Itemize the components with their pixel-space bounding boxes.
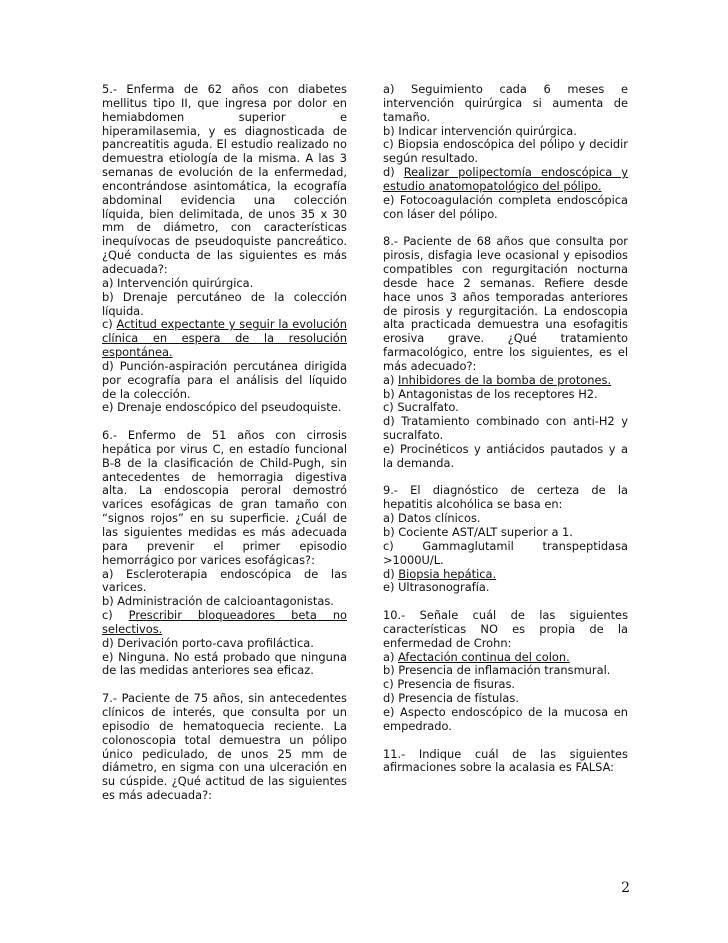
question-7-stem	[102, 692, 347, 803]
question-6-option-a: a) Escleroterapia endoscópica de las varices.	[102, 566, 347, 595]
question-9-option-c: c) Gammaglutamil transpeptidasa >1000U/L.	[383, 538, 628, 567]
question-7-option-a: a) Seguimiento cada 6 meses e intervención quirúrgica si aumenta de tamaño.	[383, 82, 628, 124]
question-5-option-c-prefix: c)	[102, 317, 117, 332]
question-10-option-c: c) Presencia de fisuras.	[383, 677, 516, 692]
question-9-option-b: b) Cociente AST/ALT superior a 1.	[383, 525, 573, 539]
question-9-stem: 9.- El diagnóstico de certeza de la hepatitis alcohólica se basa en:	[383, 483, 628, 512]
left-column	[102, 83, 347, 817]
question-8-correct-answer: Inhibidores de la bomba de protones.	[398, 372, 612, 387]
question-6-option-b: b) Administración de calcioantagonistas.	[102, 594, 334, 609]
question-7-option-b: b) Indicar intervención quirúrgica.	[383, 123, 577, 138]
question-7-option-c: c) Biopsia endoscópica del pólipo y decidir según resultado.	[383, 137, 628, 166]
question-9	[383, 484, 628, 595]
question-8	[383, 235, 628, 470]
question-9-option-a: a) Datos clínicos.	[383, 511, 481, 526]
question-7-option-e: e) Fotocoagulación completa endoscópica con láser del pólipo.	[383, 192, 628, 221]
question-7-option-d-prefix: d)	[383, 165, 404, 180]
question-10-option-a-prefix: a)	[383, 649, 399, 664]
question-10-stem: 10.- Señale cuál de las siguientes características NO es propia de la enfermedad de Crohn:	[383, 608, 628, 650]
question-7-correct-answer: Realizar polipectomía endoscópica y estudio anatomopatológico del pólipo.	[383, 165, 628, 193]
question-8-stem: 8.- Paciente de 68 años que consulta por pirosis, disfagia leve ocasional y episodios compatibles con regurgitación nocturna desde hace 2 semanas. Refiere desde hace unos 3 años temporadas anteriores de pirosis y regurgitación. La endoscopia alta practicada demuestra una esofagitis erosiva grave. ¿Qué tratamiento farmacológico, entre los siguientes, es el más adecuado?:	[383, 234, 628, 373]
question-6-option-d: d) Derivación porto-cava profiláctica.	[102, 635, 314, 650]
question-10-option-a	[383, 651, 628, 665]
question-8-option-d: d) Tratamiento combinado con anti-H2 y sucralfato.	[383, 414, 628, 443]
question-7-options	[383, 83, 628, 221]
question-11-stem: 11.- Indique cuál de las siguientes afirmaciones sobre la acalasia es FALSA:	[383, 746, 628, 775]
question-6-stem: 6.- Enfermo de 51 años con cirrosis hepática por virus C, en estadío funcional B-8 de la clasificación de Child-Pugh, sin antecedentes de hemorragia digestiva alta. La endoscopia peroral demostró varices esofágicas de gran tamaño con “signos rojos” en su superficie. ¿Cuál de las siguientes medidas es más adecuada para prevenir el primer episodio hemorrágico por varices esofágicas?:	[102, 428, 347, 567]
question-8-option-a	[383, 374, 628, 388]
question-8-option-a-prefix: a)	[383, 372, 399, 387]
right-column	[383, 83, 628, 789]
question-5	[102, 83, 347, 415]
question-9-correct-answer: Biopsia hepática.	[398, 566, 497, 581]
question-6-option-c	[102, 609, 347, 637]
question-7-option-d	[383, 166, 628, 194]
question-6-option-c-prefix: c)	[102, 608, 129, 623]
page-number: 2	[621, 880, 630, 896]
question-9-option-e: e) Ultrasonografía.	[383, 580, 490, 595]
question-7-start	[102, 692, 347, 803]
question-5-correct-answer: Actitud expectante y seguir la evolución clínica en espera de la resolución espontánea.	[102, 317, 347, 360]
question-6	[102, 429, 347, 678]
question-5-option-b: b) Drenaje percutáneo de la colección líquida.	[102, 289, 347, 318]
question-5-stem: 5.- Enferma de 62 años con diabetes mellitus tipo II, que ingresa por dolor en hemiabdomen superior e hiperamilasemia, y es diagnosticada de pancreatitis aguda. El estudio realizado no demuestra etiología de la misma. A las 3 semanas de evolución de la enfermedad, encontrándose asintomática, la ecografía abdominal evidencia una colección líquida, bien delimitada, de unos 35 x 30 mm de diámetro, con características inequívocas de pseudoquiste pancreático. ¿Qué conducta de las siguientes es más adecuada?:	[102, 82, 347, 276]
question-9-option-d-prefix: d)	[383, 566, 399, 581]
question-10	[383, 609, 628, 734]
question-10-option-b: b) Presencia de inflamación transmural.	[383, 663, 611, 678]
question-5-option-a: a) Intervención quirúrgica.	[102, 275, 254, 290]
question-5-option-e: e) Drenaje endoscópico del pseudoquiste.	[102, 400, 342, 415]
question-8-option-c: c) Sucralfato.	[383, 400, 459, 415]
question-5-option-d: d) Punción-aspiración percutánea dirigida por ecografía para el análisis del líquido de la colección.	[102, 358, 347, 401]
question-6-correct-answer: Prescribir bloqueadores beta no selectivos.	[102, 608, 348, 636]
question-8-option-e: e) Procinéticos y antiácidos pautados y a la demanda.	[383, 441, 628, 470]
question-5-option-c	[102, 318, 347, 360]
question-7-stem-part-1: 7.- Paciente de 75 años, sin antecedentes clínicos de interés, que consulta por un episodio de hematoquecia reciente. La colonoscopia total demuestra un pólipo único pediculado, de unos 25 mm de diámetro, en sigma con una ulceración en su cúspide. ¿Qué actitud de las siguientes es más adecuada?:	[102, 691, 347, 803]
question-9-option-d	[383, 568, 628, 582]
question-6-option-e: e) Ninguna. No está probado que ninguna de las medidas anteriores sea eficaz.	[102, 649, 347, 678]
question-11	[383, 748, 628, 776]
question-10-option-e: e) Aspecto endoscópico de la mucosa en empedrado.	[383, 704, 628, 733]
question-10-correct-answer: Afectación continua del colon.	[398, 649, 570, 664]
question-10-option-d: d) Presencia de fístulas.	[383, 691, 519, 706]
question-8-option-b: b) Antagonistas de los receptores H2.	[383, 386, 598, 401]
